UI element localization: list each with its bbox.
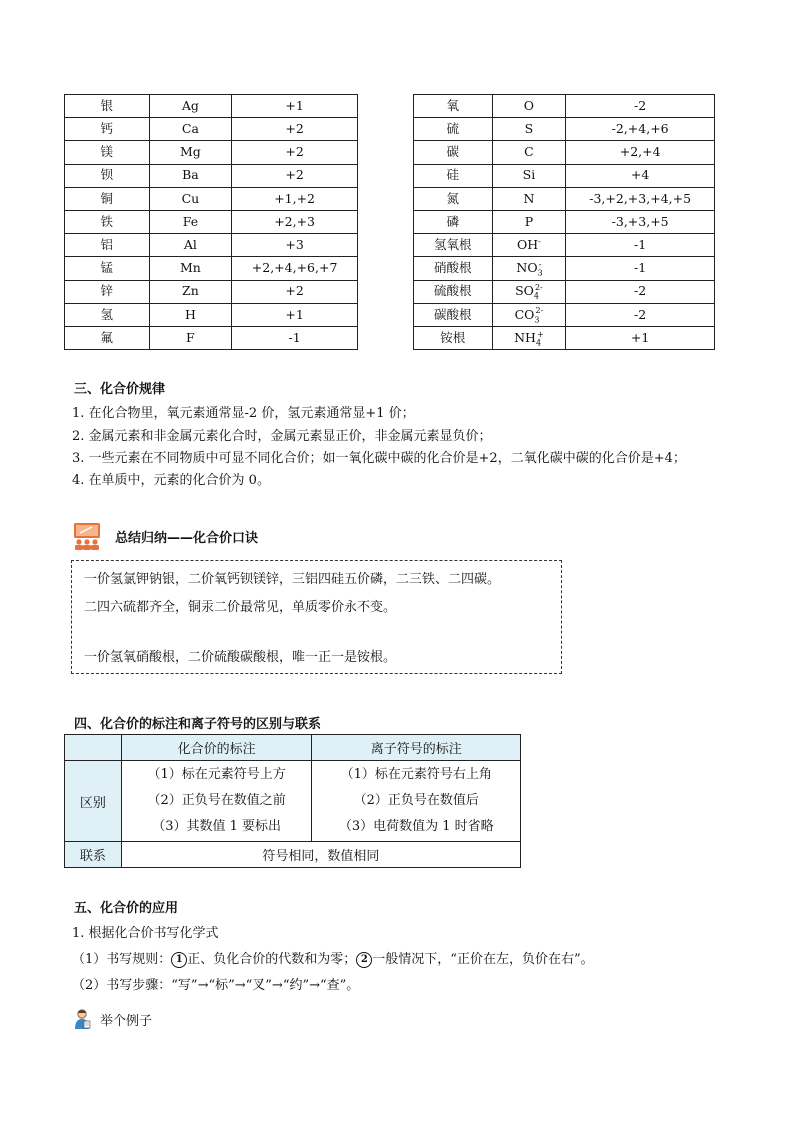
symbol-text: P [524, 213, 534, 229]
valence-row [65, 95, 358, 118]
symbol-subscript: 4 [533, 291, 539, 301]
symbol-text: N [523, 190, 535, 206]
valence-value-cell: -2,+4,+6 [566, 118, 715, 141]
difference-ion-cell [312, 761, 521, 842]
valence-row [65, 303, 358, 326]
valence-value-cell: +2,+4,+6,+7 [232, 257, 358, 280]
valence-value-cell: +1 [566, 326, 715, 349]
example-label: 举个例子 [100, 1014, 153, 1029]
valence-value-cell: +2,+3 [232, 210, 358, 233]
element-symbol-cell [492, 257, 566, 280]
valence-row [65, 234, 358, 257]
symbol-charge: - [538, 236, 541, 246]
valence-table-nonmetals [413, 94, 715, 350]
rule-line-2: 2. 金属元素和非金属元素化合时，金属元素显正价，非金属元素显负价； [72, 429, 492, 444]
mnemonic-line-3: 一价氢氧硝酸根，二价硫酸碳酸根，唯一正一是铵根。 [84, 650, 397, 665]
element-symbol-cell: Al [149, 234, 232, 257]
valence-row [414, 95, 715, 118]
student-example-icon [73, 1008, 93, 1030]
element-symbol-cell [492, 95, 566, 118]
symbol-text: O [523, 97, 535, 113]
valence-value-cell: -2 [566, 303, 715, 326]
element-symbol-cell [492, 210, 566, 233]
difference-ion-item: （1）标在元素符号右上角 [340, 767, 492, 782]
element-name-cell: 氢 [65, 303, 150, 326]
element-symbol-cell: Cu [149, 187, 232, 210]
valence-value-cell: +2 [232, 141, 358, 164]
valence-value-cell: -1 [232, 326, 358, 349]
valence-value-cell: +1 [232, 303, 358, 326]
valence-value-cell: +2 [232, 164, 358, 187]
summary-title: 总结归纳——化合价口诀 [115, 531, 259, 546]
symbol-subscript: 3 [537, 268, 543, 278]
symbol-subscript: 3 [534, 315, 540, 325]
element-symbol-cell [492, 141, 566, 164]
mnemonic-line-2: 二四六硫都齐全，铜汞二价最常见，单质零价永不变。 [84, 600, 397, 615]
writing-rule-prefix: （1）书写规则： [72, 952, 172, 967]
valence-row [414, 257, 715, 280]
element-name-cell: 铵根 [414, 326, 493, 349]
element-name-cell: 锰 [65, 257, 150, 280]
element-name-cell: 镁 [65, 141, 150, 164]
valence-value-cell: -1 [566, 234, 715, 257]
element-name-cell: 氢氧根 [414, 234, 493, 257]
circled-number-1: 1 [171, 952, 187, 968]
mnemonic-line-1: 一价氢氯钾钠银，二价氧钙钡镁锌，三铝四硅五价磷，二三铁、二四碳。 [84, 572, 501, 587]
element-symbol-cell [492, 187, 566, 210]
element-name-cell: 氮 [414, 187, 493, 210]
writing-rule-line [72, 948, 594, 968]
valence-row [65, 141, 358, 164]
symbol-text: S [524, 121, 534, 137]
valence-row [65, 187, 358, 210]
valence-row [414, 326, 715, 349]
element-name-cell: 碳酸根 [414, 303, 493, 326]
application-subheading: 1. 根据化合价书写化学式 [72, 926, 219, 941]
symbol-charge: - [538, 260, 542, 269]
symbol-text: NH [514, 329, 536, 345]
element-name-cell: 钙 [65, 118, 150, 141]
comparison-header-row [65, 735, 521, 761]
element-name-cell: 硫 [414, 118, 493, 141]
element-symbol-cell [492, 303, 566, 326]
difference-ion-item: （3）电荷数值为 1 时省略 [338, 819, 494, 834]
symbol-text: NO [516, 260, 538, 276]
element-symbol-cell [492, 164, 566, 187]
valence-table-metals [64, 94, 358, 350]
valence-value-cell: -3,+3,+5 [566, 210, 715, 233]
valence-row [414, 280, 715, 303]
element-symbol-cell: H [149, 303, 232, 326]
element-symbol-cell: F [149, 326, 232, 349]
valence-value-cell: +3 [232, 234, 358, 257]
valence-value-cell: +2,+4 [566, 141, 715, 164]
rule-line-3: 3. 一些元素在不同物质中可显不同化合价；如一氧化碳中碳的化合价是+2，二氧化碳中碳的化合价是+4； [72, 451, 686, 466]
connection-row [65, 842, 521, 868]
valence-value-cell: -1 [566, 257, 715, 280]
difference-label: 区别 [65, 761, 122, 842]
rule-line-4: 4. 在单质中，元素的化合价为 0。 [72, 473, 270, 488]
symbol-text: OH [516, 236, 539, 252]
section4-heading: 四、化合价的标注和离子符号的区别与联系 [74, 717, 322, 732]
element-name-cell: 钡 [65, 164, 150, 187]
writing-rule-a: 正、负化合价的代数和为零； [187, 952, 357, 967]
element-symbol-cell: Ag [149, 95, 232, 118]
element-symbol-cell [492, 118, 566, 141]
element-name-cell: 氟 [65, 326, 150, 349]
element-symbol-cell [492, 280, 566, 303]
comparison-corner-cell [65, 735, 122, 761]
rule-line-1: 1. 在化合物里，氧元素通常显-2 价，氢元素通常显+1 价； [72, 406, 415, 421]
element-name-cell: 银 [65, 95, 150, 118]
writing-steps-line: （2）书写步骤：“写”→“标”→“叉”→“约”→“查”。 [72, 978, 360, 993]
comparison-table [64, 734, 521, 868]
element-symbol-cell: Mn [149, 257, 232, 280]
element-symbol-cell [492, 234, 566, 257]
valence-row [65, 280, 358, 303]
valence-row [414, 303, 715, 326]
element-symbol-cell: Fe [149, 210, 232, 233]
element-symbol-cell: Mg [149, 141, 232, 164]
element-name-cell: 铜 [65, 187, 150, 210]
valence-value-cell: +1,+2 [232, 187, 358, 210]
valence-row [414, 118, 715, 141]
writing-rule-b: 一般情况下，“正价在左，负价在右”。 [372, 952, 594, 967]
symbol-text: CO [514, 306, 535, 322]
element-name-cell: 铝 [65, 234, 150, 257]
symbol-subscript: 4 [535, 338, 542, 348]
valence-value-cell: +2 [232, 280, 358, 303]
valence-value-cell: -2 [566, 95, 715, 118]
circled-number-2: 2 [356, 952, 372, 968]
section3-heading: 三、化合价规律 [74, 382, 166, 397]
element-name-cell: 铁 [65, 210, 150, 233]
difference-row [65, 761, 521, 842]
difference-valence-item: （1）标在元素符号上方 [147, 767, 286, 782]
symbol-charge: 2- [535, 306, 544, 316]
element-name-cell: 硫酸根 [414, 280, 493, 303]
valence-row [65, 210, 358, 233]
difference-valence-cell [121, 761, 312, 842]
valence-row [414, 234, 715, 257]
col-ion-notation: 离子符号的标注 [312, 735, 521, 761]
valence-row [414, 164, 715, 187]
valence-row [65, 257, 358, 280]
valence-value-cell: +1 [232, 95, 358, 118]
element-name-cell: 碳 [414, 141, 493, 164]
element-name-cell: 氧 [414, 95, 493, 118]
valence-row [414, 187, 715, 210]
element-symbol-cell: Zn [149, 280, 232, 303]
element-name-cell: 硅 [414, 164, 493, 187]
difference-valence-item: （3）其数值 1 要标出 [152, 819, 282, 834]
connection-label: 联系 [65, 842, 122, 868]
connection-text: 符号相同，数值相同 [121, 842, 520, 868]
element-symbol-cell [492, 326, 566, 349]
valence-value-cell: -3,+2,+3,+4,+5 [566, 187, 715, 210]
element-symbol-cell: Ba [149, 164, 232, 187]
valence-value-cell: +4 [566, 164, 715, 187]
element-name-cell: 锌 [65, 280, 150, 303]
symbol-charge: + [537, 329, 544, 339]
valence-row [65, 118, 358, 141]
symbol-charge: 2- [534, 283, 543, 293]
section5-heading: 五、化合价的应用 [74, 901, 179, 916]
symbol-text: SO [515, 283, 534, 299]
teacher-summary-icon [72, 522, 102, 550]
valence-row [65, 326, 358, 349]
valence-value-cell: -2 [566, 280, 715, 303]
difference-ion-item: （2）正负号在数值后 [353, 793, 479, 808]
element-symbol-cell: Ca [149, 118, 232, 141]
valence-value-cell: +2 [232, 118, 358, 141]
valence-row [414, 141, 715, 164]
element-name-cell: 磷 [414, 210, 493, 233]
symbol-text: C [524, 144, 534, 160]
mnemonic-box [71, 560, 562, 674]
col-valence-notation: 化合价的标注 [121, 735, 312, 761]
valence-row [65, 164, 358, 187]
difference-valence-item: （2）正负号在数值之前 [147, 793, 286, 808]
element-name-cell: 硝酸根 [414, 257, 493, 280]
symbol-text: Si [522, 167, 536, 183]
valence-row [414, 210, 715, 233]
